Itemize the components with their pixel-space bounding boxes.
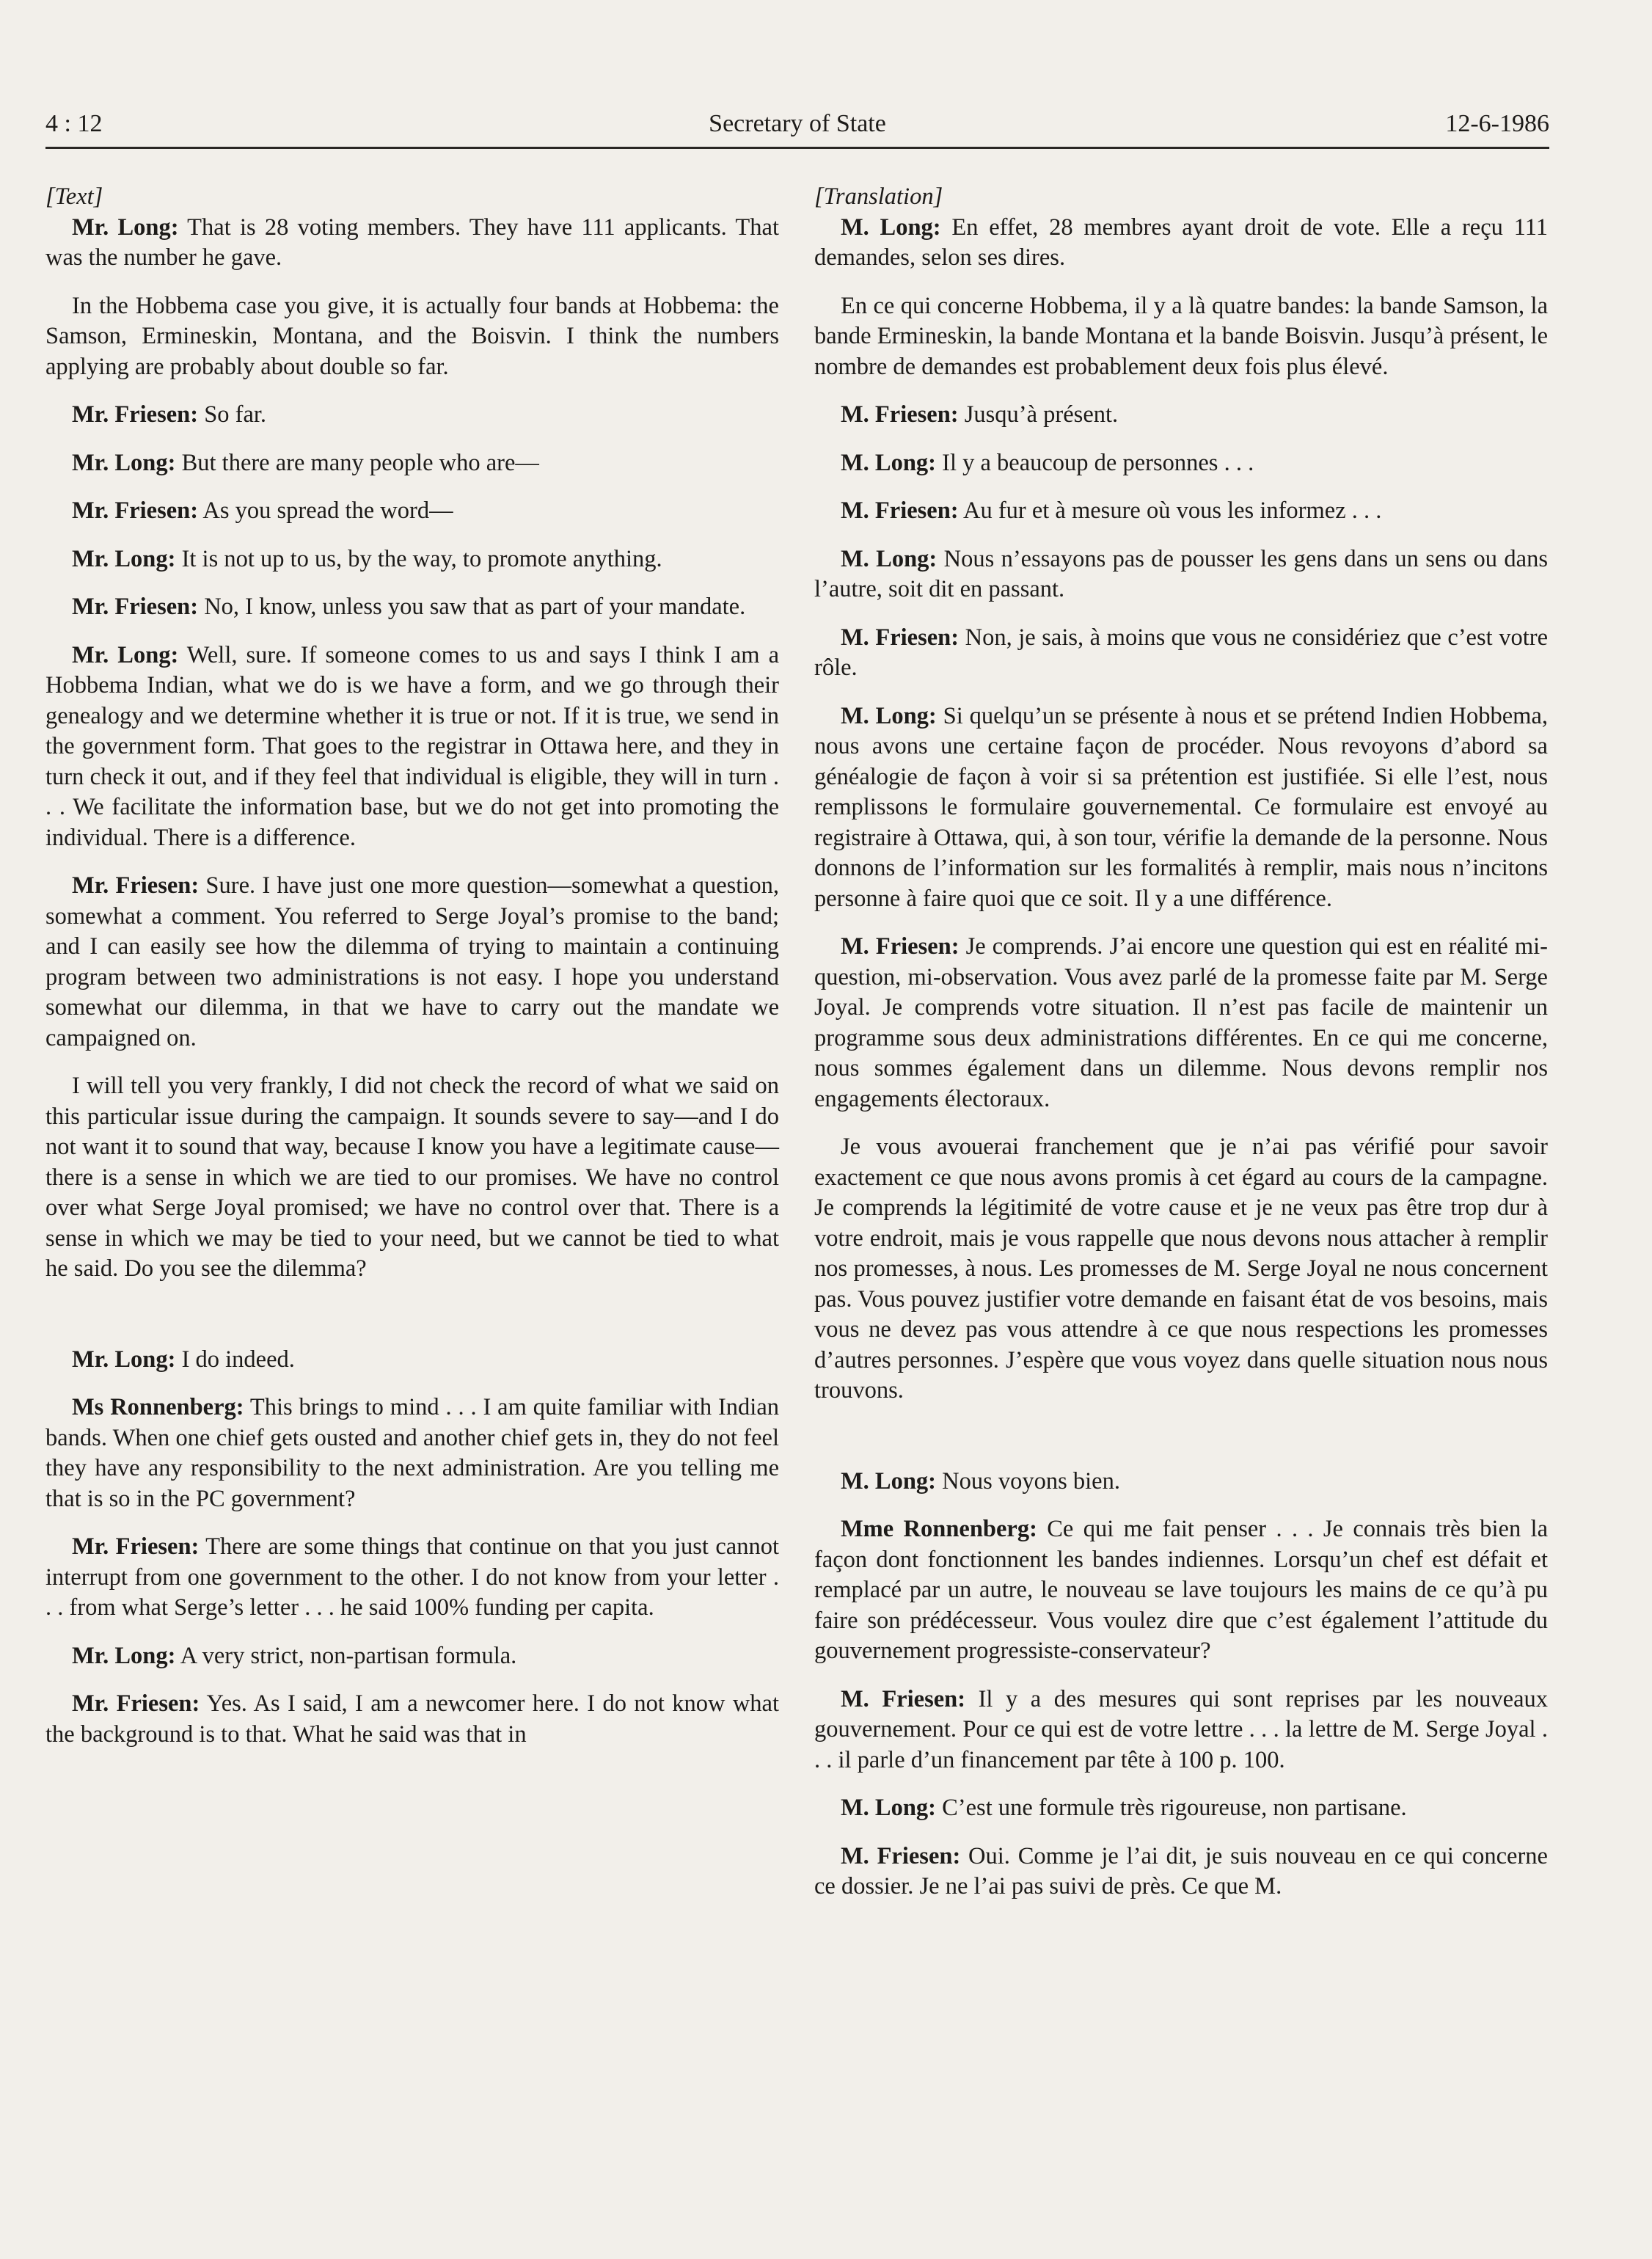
column-spacer (45, 1302, 779, 1345)
transcript-paragraph (45, 592, 779, 623)
translation-tag: [Translation] (814, 183, 943, 210)
speaker-name: M. Long: (841, 449, 936, 476)
transcript-paragraph (45, 1641, 779, 1672)
transcript-paragraph (814, 1842, 1548, 1902)
paragraph-text: So far. (198, 401, 267, 428)
paragraph-text: As you spread the word— (198, 497, 453, 524)
speaker-name: M. Friesen: (841, 1685, 966, 1712)
paragraph-text: I do indeed. (175, 1346, 295, 1373)
transcript-paragraph (814, 623, 1548, 684)
transcript-paragraph (45, 1345, 779, 1376)
paragraph-text: Je vous avouerai franchement que je n’ai pas vérifié pour savoir exactement ce que nous avons promis à cet égard au cours de la campagne. Je comprends la légitimité de votre cause et je ne veux pas être trop dur à votre endroit, mais je vous rappelle que nous devons nous attacher à remplir nos promesses, à nous. Les promesses de M. Serge Joyal ne nous concernent pas. Vous pouvez justifier votre demande en faisant état de vos besoins, mais vous ne devez pas vous attendre à ce que nous respections les promesses d’autres personnes. J’espère que vous voyez dans quelle situation nous nous trouvons. (814, 1134, 1548, 1404)
speaker-name: M. Friesen: (841, 401, 959, 428)
paragraph-text: En effet, 28 membres ayant droit de vote. Elle a reçu 111 demandes, selon ses dires. (814, 214, 1549, 271)
speaker-name: M. Friesen: (841, 497, 959, 524)
transcript-paragraph (814, 1685, 1548, 1776)
speaker-name: M. Friesen: (841, 624, 960, 651)
speaker-name: Mr. Friesen: (72, 594, 199, 620)
speaker-name: Ms Ronnenberg: (72, 1394, 244, 1420)
transcript-paragraph (814, 448, 1548, 479)
transcript-paragraph (45, 1532, 779, 1624)
transcript-paragraph (45, 871, 779, 1054)
transcript-paragraph (45, 496, 779, 527)
transcript-paragraph (814, 544, 1548, 605)
transcript-paragraph (45, 400, 779, 431)
paragraph-text: Si quelqu’un se présente à nous et se prétend Indien Hobbema, nous avons une certaine façon de procéder. Nous revoyons d’abord sa généalogie de façon à voir si sa prétention est justifiée. Si elle l’est, nous remplissons le formulaire gouvernemental. Ce formulaire est envoyé au registraire à Ottawa, qui, à son tour, vérifie la demande de la personne. Nous donnons de l’information sur les formalités à remplir, mais nous n’incitons personne à faire quoi que ce soit. Il y a une différence. (814, 702, 1548, 912)
speaker-name: M. Long: (841, 702, 937, 729)
transcript-paragraph (814, 932, 1548, 1114)
speaker-name: M. Long: (841, 1795, 936, 1821)
transcript-paragraph (814, 1132, 1548, 1406)
column-spacer (814, 1424, 1548, 1467)
speaker-name: Mr. Friesen: (72, 1533, 200, 1560)
speaker-name: Mr. Long: (72, 641, 179, 668)
transcript-paragraph (814, 1793, 1548, 1824)
paragraph-text: Nous n’essayons pas de pousser les gens dans un sens ou dans l’autre, soit dit en passant. (814, 545, 1548, 602)
speaker-name: Mr. Long: (72, 1346, 176, 1373)
transcript-paragraph (814, 291, 1548, 383)
paragraph-text: Il y a beaucoup de personnes . . . (936, 449, 1254, 476)
paragraph-text: En ce qui concerne Hobbema, il y a là quatre bandes: la bande Samson, la bande Ermineskin, la bande Montana et la bande Boisvin. Jusqu’à présent, le nombre de demandes est probablement deux fois plus élevé. (814, 292, 1549, 380)
transcript-paragraph (45, 448, 779, 479)
paragraph-text: A very strict, non-partisan formula. (175, 1642, 517, 1669)
paragraph-text: In the Hobbema case you give, it is actually four bands at Hobbema: the Samson, Ermineskin, Montana, and the Boisvin. I think the numbers applying are probably about double so far. (45, 292, 779, 380)
speaker-name: Mr. Friesen: (72, 872, 200, 899)
paragraph-text: Nous voyons bien. (936, 1467, 1120, 1495)
transcript-paragraph (45, 291, 779, 383)
speaker-name: Mme Ronnenberg: (841, 1516, 1037, 1542)
paragraph-text: Yes. As I said, I am a newcomer here. I do not know what the background is to that. What he said was that in (45, 1690, 779, 1748)
french-column (814, 182, 1548, 1920)
speaker-name: M. Long: (841, 214, 941, 241)
paragraph-text: Sure. I have just one more question—somewhat a question, somewhat a comment. You referred to Serge Joyal’s promise to the band; and I can easily see how the dilemma of trying to maintain a continuing program between two administrations is not easy. I hope you understand somewhat our dilemma, in that we have to carry out the mandate we campaigned on. (45, 872, 779, 1051)
paragraph-text: No, I know, unless you saw that as part of your mandate. (198, 594, 746, 620)
transcript-paragraph (45, 544, 779, 575)
speaker-name: M. Friesen: (841, 1842, 961, 1869)
transcript-paragraph (45, 1689, 779, 1750)
paragraph-text: Je comprends. J’ai encore une question qui est en réalité mi-question, mi-observation. Vous avez parlé de la promesse faite par M. Serge Joyal. Je comprends votre situation. Il n’est pas facile de maintenir un programme sous deux administrations différentes. En ce qui me concerne, nous sommes également dans un dilemme. Nous devons remplir nos engagements électoraux. (814, 933, 1548, 1112)
transcript-paragraph (45, 1393, 779, 1514)
paragraph-text: There are some things that continue on that you just cannot interrupt from one government to the other. I do not know from your letter . . . from what Serge’s letter . . . he said 100% funding per capita. (45, 1533, 779, 1621)
speaker-name: Mr. Friesen: (72, 497, 199, 524)
header-title: Secretary of State (709, 110, 886, 137)
speaker-name: Mr. Friesen: (72, 401, 199, 428)
text-tag: [Text] (45, 183, 103, 210)
header-date: 12-6-1986 (1445, 110, 1549, 137)
speaker-name: Mr. Long: (72, 449, 176, 476)
transcript-paragraph (814, 1467, 1548, 1497)
transcript-paragraph (814, 213, 1548, 274)
paragraph-text: Jusqu’à présent. (958, 401, 1119, 428)
paragraph-text: It is not up to us, by the way, to promote anything. (175, 545, 662, 572)
speaker-name: M. Long: (841, 545, 938, 572)
paragraph-text: Il y a des mesures qui sont reprises par les nouveaux gouvernement. Pour ce qui est de votre lettre . . . la lettre de M. Serge Joyal . . . il parle d’un financement par tête à 100 p. 100. (814, 1685, 1548, 1773)
transcript-paragraph (814, 1514, 1548, 1667)
speaker-name: M. Friesen: (841, 933, 960, 960)
page-header (45, 110, 1549, 149)
english-column (45, 182, 779, 1767)
paragraph-text: Ce qui me fait penser . . . Je connais très bien la façon dont fonctionnent les bandes indiennes. Lorsqu’un chef est défait et remplacé par un autre, le nouveau se lave toujours les mains de ce qu’à pu faire son prédécesseur. Vous voulez dire que c’est également l’attitude du gouvernement progressiste-conservateur? (814, 1516, 1548, 1664)
speaker-name: Mr. Long: (72, 545, 176, 572)
paragraph-text: Oui. Comme je l’ai dit, je suis nouveau en ce qui concerne ce dossier. Je ne l’ai pas suivi de près. Ce que M. (814, 1842, 1548, 1899)
transcript-paragraph (814, 701, 1548, 915)
speaker-name: Mr. Friesen: (72, 1690, 200, 1717)
paragraph-text: Well, sure. If someone comes to us and says I think I am a Hobbema Indian, what we do is we have a form, and we go through their genealogy and we determine whether it is true or not. If it is true, we send in the government form. That goes to the registrar in Ottawa here, and they in turn check it out, and if they feel that individual is eligible, they will in turn . . . We facilitate the information base, but we do not get into promoting the individual. There is a difference. (45, 641, 779, 851)
paragraph-text: I will tell you very frankly, I did not check the record of what we said on this particular issue during the campaign. It sounds severe to say—and I do not want it to sound that way, because I know you have a legitimate cause—there is a sense in which we are tied to our promises. We have no control over what Serge Joyal promised; we have no control over that. There is a sense in which we may be tied to your need, but we cannot be tied to what he said. Do you see the dilemma? (45, 1073, 779, 1282)
paragraph-text: That is 28 voting members. They have 111 applicants. That was the number he gave. (45, 214, 779, 271)
page-number: 4 : 12 (45, 110, 103, 137)
speaker-name: M. Long: (841, 1467, 936, 1495)
paragraph-text: Non, je sais, à moins que vous ne considériez que c’est votre rôle. (814, 624, 1548, 681)
paragraph-text: C’est une formule très rigoureuse, non partisane. (936, 1795, 1407, 1821)
paragraph-text: But there are many people who are— (175, 449, 539, 476)
speaker-name: Mr. Long: (72, 1642, 176, 1669)
transcript-paragraph (45, 641, 779, 854)
transcript-paragraph (814, 400, 1548, 431)
paragraph-text: This brings to mind . . . I am quite familiar with Indian bands. When one chief gets ousted and another chief gets in, they do not feel they have any responsibility to the next administration. Are you telling me that is so in the PC government? (45, 1394, 779, 1512)
transcript-paragraph (45, 1071, 779, 1285)
transcript-paragraph (814, 496, 1548, 527)
speaker-name: Mr. Long: (72, 214, 179, 241)
paragraph-text: Au fur et à mesure où vous les informez . . . (958, 497, 1382, 524)
transcript-paragraph (45, 213, 779, 274)
